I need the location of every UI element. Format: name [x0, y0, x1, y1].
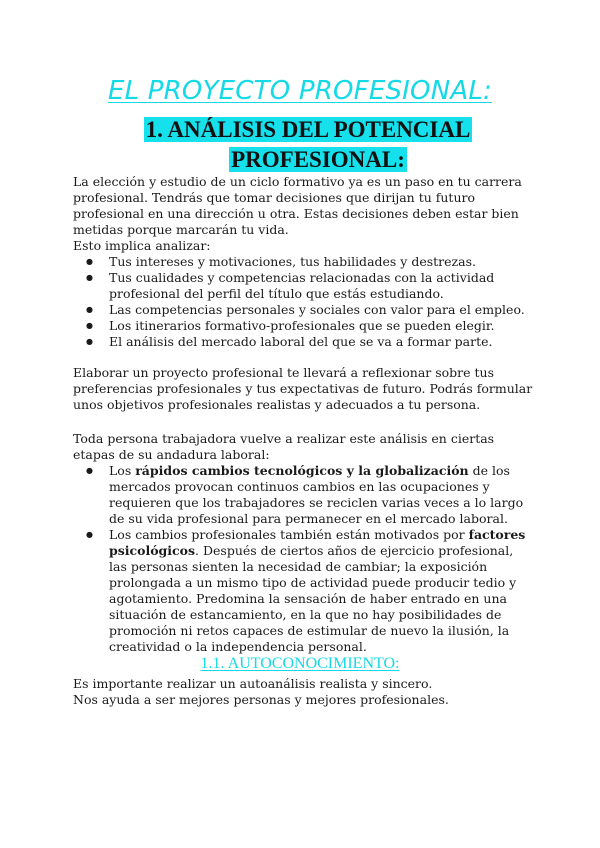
stages-paragraph: Toda persona trabajadora vuelve a realizar este análisis en ciertas etapas de su andadura laboral: [73, 431, 495, 462]
list-item: ● El análisis del mercado laboral del que se va a formar parte. [73, 334, 533, 350]
list-item: ● Los itinerarios formativo-profesionales que se pueden elegir. [73, 318, 533, 334]
text-run: Los [109, 463, 136, 478]
subsection-title: 1.1. AUTOCONOCIMIENTO: [200, 655, 400, 672]
text-run: Los cambios profesionales también están motivados por [109, 527, 469, 542]
text-run: de los mercados provocan continuos cambios en las ocupaciones y requieren que los trabajadores se reciclen varias veces a lo largo de su vida profesional para permanecer en el mercado laboral. [109, 463, 524, 526]
section-title-highlight-2: PROFESIONAL: [231, 147, 405, 172]
text-run: . Después de ciertos años de ejercicio profesional, las personas sienten la necesidad de cambiar; la exposición prolongada a un mismo tipo de actividad puede producir tedio y agotamiento. Predomina la sensación de haber entrado en una situación de estancamiento, en la que no hay posibilidades de promoción ni retos capaces de estimular de nuevo la ilusión, la creatividad o la independencia personal. [109, 543, 517, 654]
list-item: ● Tus cualidades y competencias relacionadas con la actividad profesional del perfil del título que estás estudiando. [73, 270, 533, 302]
list-item: ● Tus intereses y motivaciones, tus habilidades y destrezas. [73, 254, 533, 270]
analysis-intro: Esto implica analizar: [73, 238, 211, 253]
benefit-line: Nos ayuda a ser mejores personas y mejores profesionales. [73, 692, 449, 707]
list-item [73, 463, 533, 527]
section-title-highlight-1: 1. ANÁLISIS DEL POTENCIAL [145, 117, 471, 142]
list-item: ● Las competencias personales y sociales con valor para el empleo. [73, 302, 533, 318]
document-title: EL PROYECTO PROFESIONAL: [108, 76, 492, 106]
autoanalysis-line: Es importante realizar un autoanálisis realista y sincero. [73, 676, 433, 691]
bold-text: rápidos cambios tecnológicos y la globalización [135, 463, 469, 478]
analysis-list [73, 254, 533, 350]
section-title-line1 [8, 117, 600, 143]
intro-paragraph: La elección y estudio de un ciclo formativo ya es un paso en tu carrera profesional. Tendrás que tomar decisiones que dirijan tu futuro profesional en una dirección u otra. Estas decisiones deben estar bien metidas porque marcarán tu vida. [73, 174, 522, 237]
project-paragraph: Elaborar un proyecto profesional te llevará a reflexionar sobre tus preferencias profesionales y tus expectativas de futuro. Podrás formular unos objetivos profesionales realistas y adecuados a tu persona. [73, 365, 533, 412]
reasons-list [73, 463, 533, 655]
bold-text: factores psicológicos [109, 527, 526, 558]
section-title-line2 [18, 147, 600, 173]
list-item [73, 527, 533, 655]
